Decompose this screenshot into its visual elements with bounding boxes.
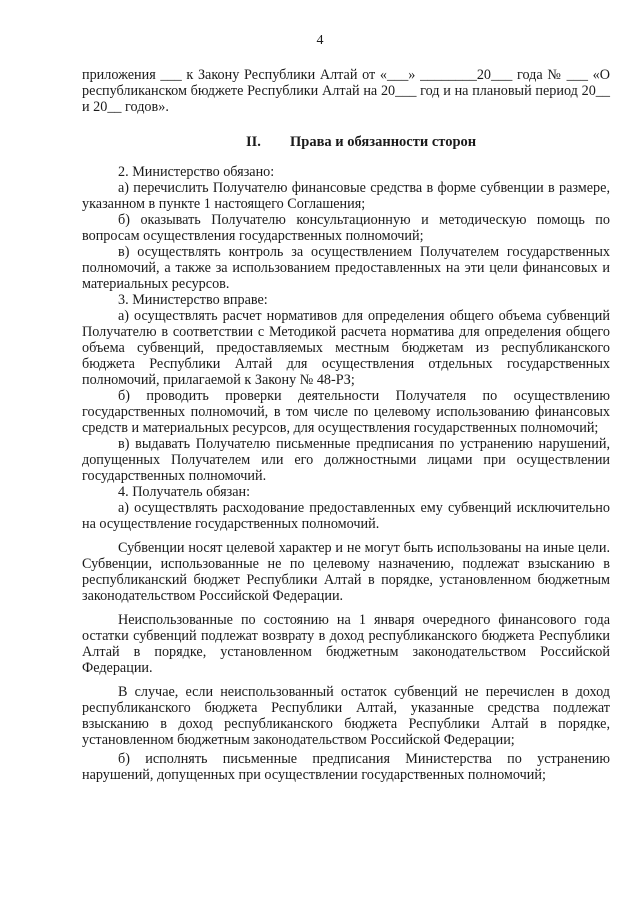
clause-4a: а) осуществлять расходование предоставленных ему субвенций исключительно на осуществление государственных полномочий. [82, 500, 610, 532]
section-heading [82, 134, 610, 150]
document-body [82, 67, 610, 783]
subvention-purpose-paragraph: Субвенции носят целевой характер и не могут быть использованы на иные цели. Субвенции, использованные не по целевому назначению, подлежат взысканию в республиканский бюджет Республики Алтай в порядке, установленном бюджетным законодательством Российской Федерации. [82, 540, 610, 604]
page-number: 4 [316, 33, 324, 48]
recovery-paragraph: В случае, если неиспользованный остаток субвенций не перечислен в доход республиканского бюджета Республики Алтай, указанные средства подлежат взысканию в доход республиканского бюджета Республики Алтай в порядке, установленном бюджетным законодательством Российской Федерации; [82, 684, 610, 748]
clause-3b: б) проводить проверки деятельности Получателя по осуществлению государственных полномочий, в том числе по целевому использованию финансовых средств и материальных ресурсов, для осуществления государственных полномочий; [82, 388, 610, 436]
clause-2a: а) перечислить Получателю финансовые средства в форме субвенции в размере, указанном в пункте 1 настоящего Соглашения; [82, 180, 610, 212]
section-number: II. [246, 134, 261, 150]
clause-2c: в) осуществлять контроль за осуществлением Получателем государственных полномочий, а также за использованием предоставленных на эти цели финансовых и материальных ресурсов. [82, 244, 610, 292]
unused-balance-paragraph: Неиспользованные по состоянию на 1 января очередного финансового года остатки субвенций подлежат возврату в доход республиканского бюджета Республики Алтай в порядке, установленном бюджетным законодательством Российской Федерации. [82, 612, 610, 676]
clause-4-heading: 4. Получатель обязан: [118, 484, 251, 500]
clause-2-heading: 2. Министерство обязано: [118, 164, 275, 180]
intro-paragraph: приложения ___ к Закону Республики Алтай от «___» ________20___ года № ___ «О республиканском бюджете Республики Алтай на 20___ год и на плановый период 20__ и 20__ годов». [82, 67, 610, 115]
clause-3c: в) выдавать Получателю письменные предписания по устранению нарушений, допущенных Получателем или его должностными лицами при осуществлении государственных полномочий. [82, 436, 610, 484]
clause-3-heading: 3. Министерство вправе: [118, 292, 268, 308]
section-title: Права и обязанности сторон [290, 134, 477, 150]
clause-3a: а) осуществлять расчет нормативов для определения общего объема субвенций Получателю в соответствии с Методикой расчета норматива для определения общего объема субвенций, предоставляемых местным бюджетам из республиканского бюджета Республики Алтай для осуществления отдельных государственных полномочий, прилагаемой к Закону № 48-РЗ; [82, 308, 610, 388]
clause-4b: б) исполнять письменные предписания Министерства по устранению нарушений, допущенных при осуществлении государственных полномочий; [82, 751, 610, 783]
clause-2b: б) оказывать Получателю консультационную и методическую помощь по вопросам осуществления государственных полномочий; [82, 212, 610, 244]
